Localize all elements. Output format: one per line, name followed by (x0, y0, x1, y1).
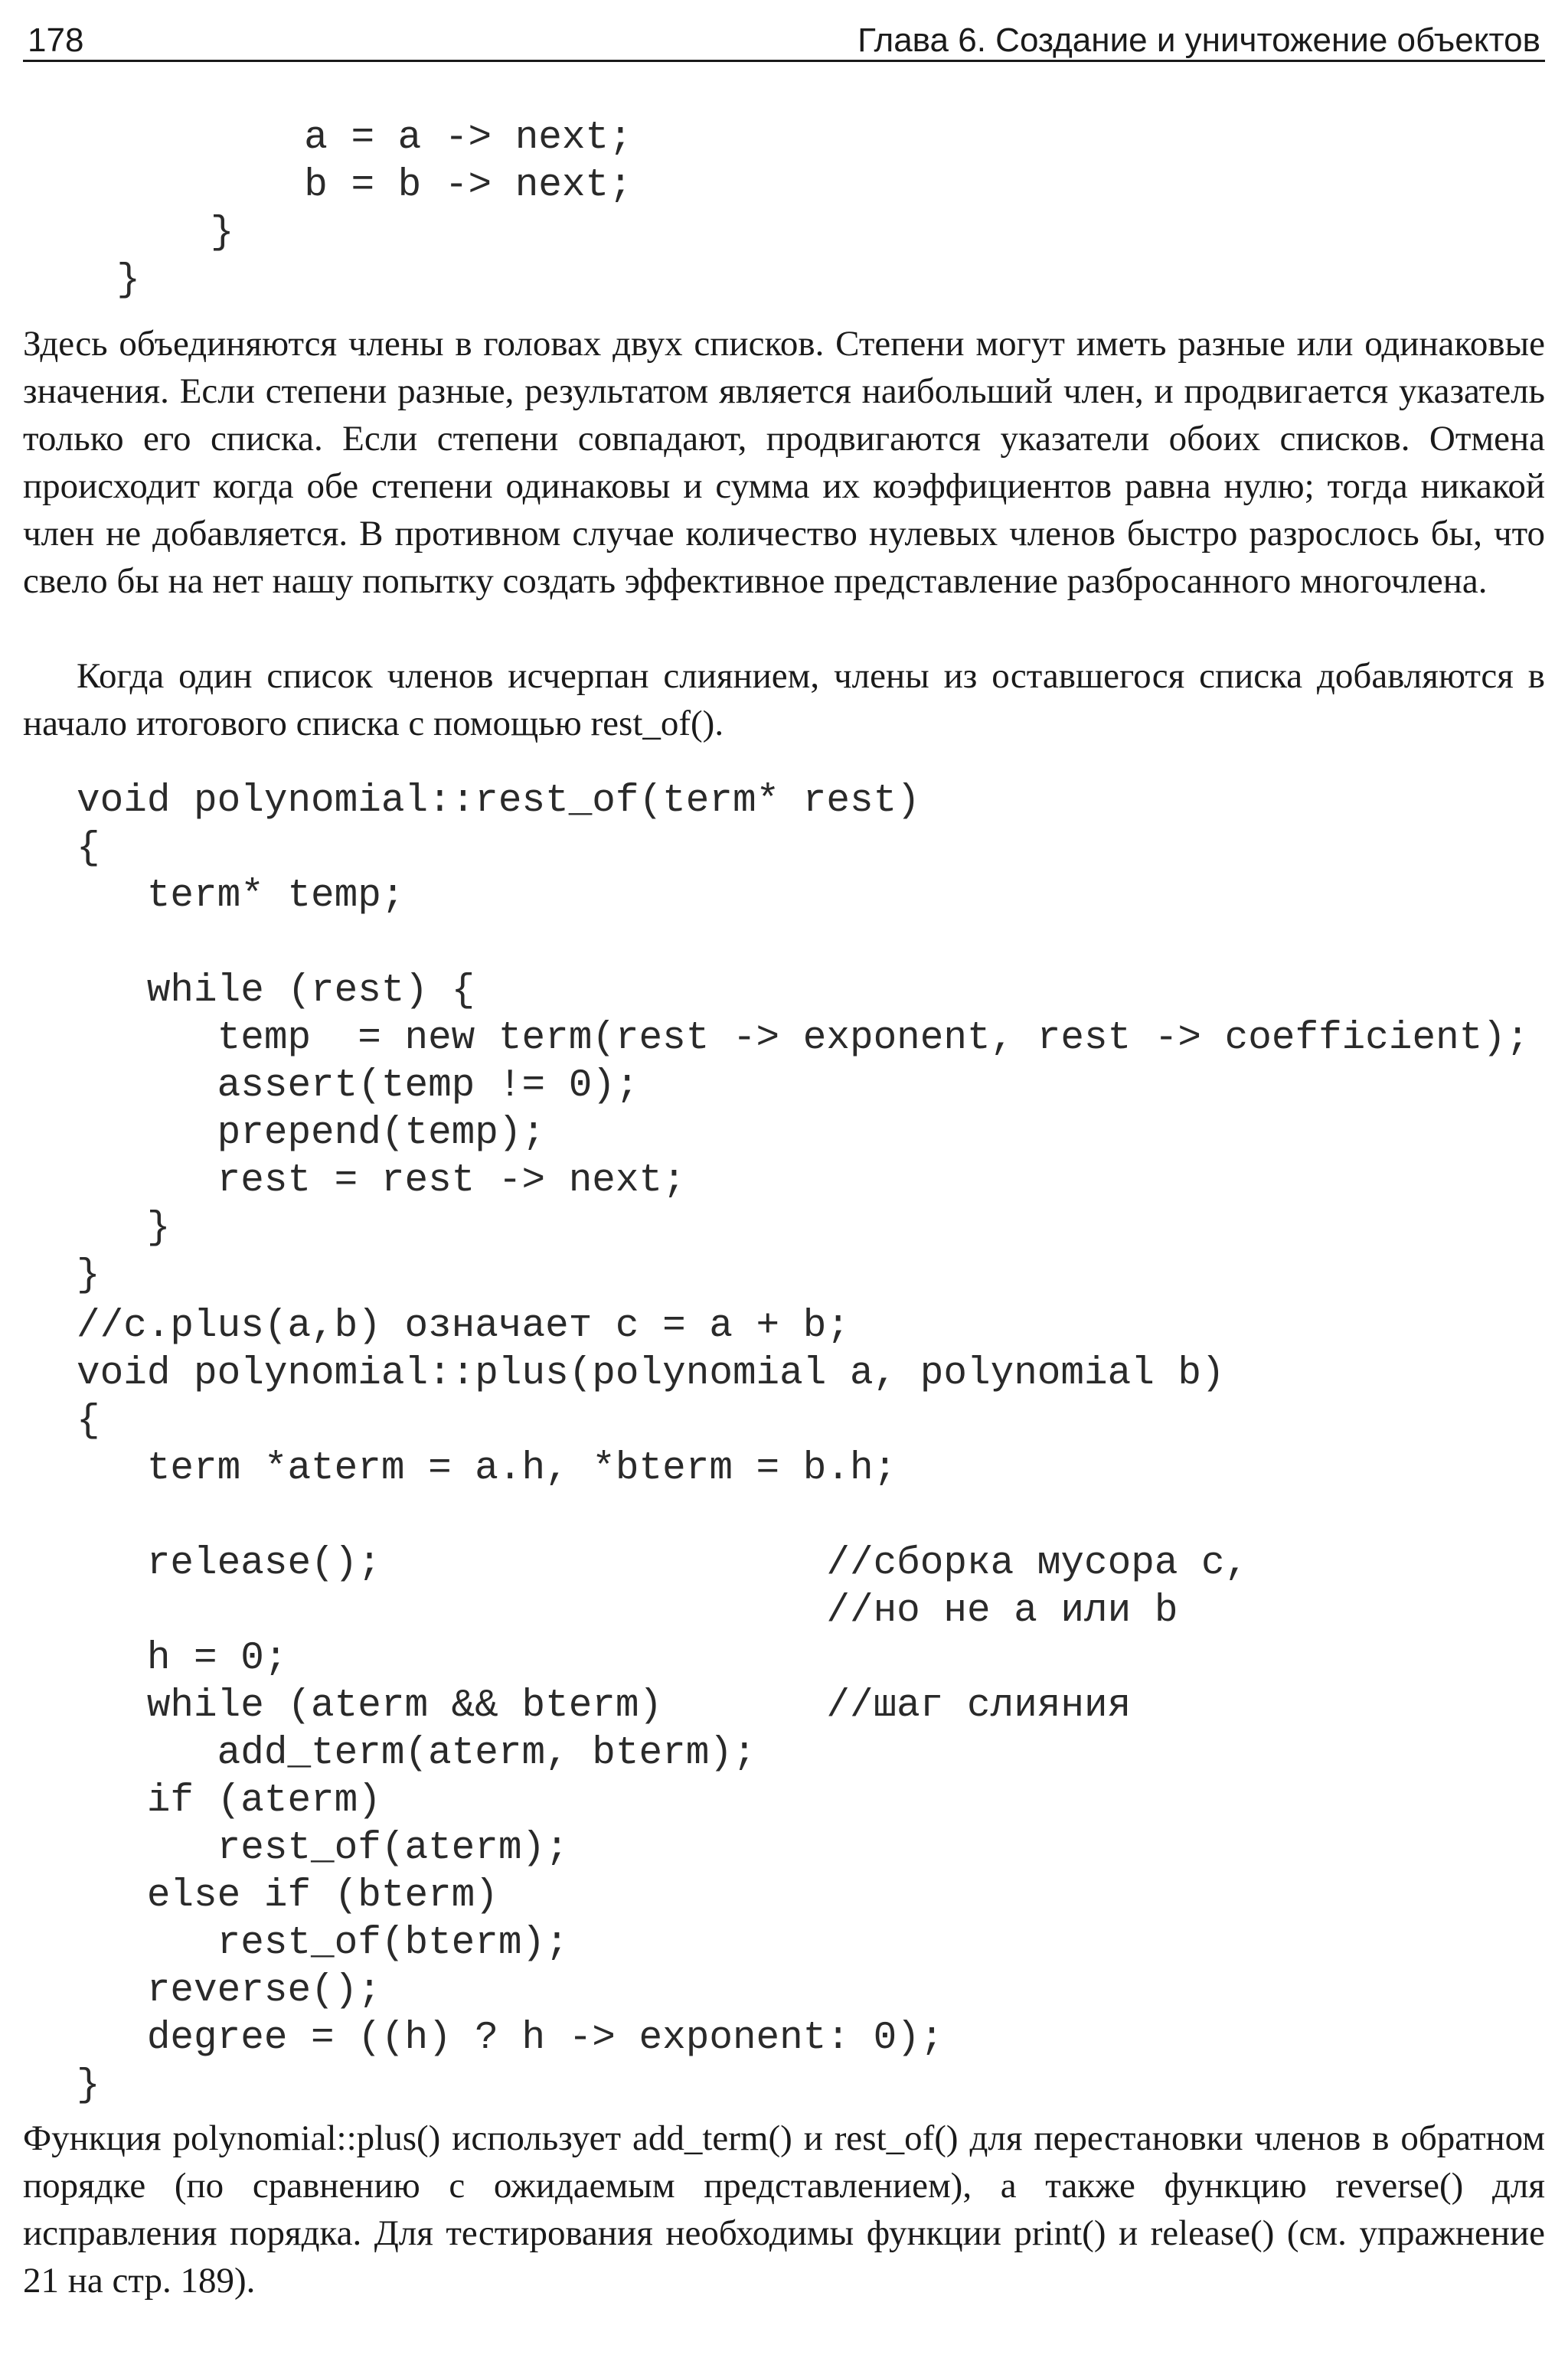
page-number: 178 (28, 21, 84, 59)
paragraph-merge-explanation: Здесь объединяются члены в головах двух списков. Степени могут иметь разные или одинаковые значения. Если степени разные, результатом является наибольший член, и продвигается указатель только его списка. Если степени совпадают, продвигаются указатели обоих списков. Отмена происходит когда обе степени одинаковы и сумма их коэффициентов равна нулю; тогда никакой член не добавляется. В противном случае количество нулевых членов быстро разрослось бы, что свело бы на нет нашу попытку создать эффективное представление разбросанного многочлена. (23, 324, 1545, 601)
chapter-title: Глава 6. Создание и уничтожение объектов (858, 21, 1540, 59)
paragraph-rest-of-intro: Когда один список членов исчерпан слиянием, члены из оставшегося списка добавляются в начало итогового списка с помощью rest_of(). (23, 656, 1545, 743)
running-header (23, 17, 1545, 62)
code-block-loop-end: a = a -> next; b = b -> next; } } (116, 116, 632, 302)
paragraph-plus-description: Функция polynomial::plus() использует add_term() и rest_of() для перестановки членов в обратном порядке (по сравнению с ожидаемым представлением), а также функцию reverse() для исправления порядка. Для тестирования необходимы функции print() и release() (см. упражнение 21 на стр. 189). (23, 2118, 1545, 2301)
code-block-rest-of: void polynomial::rest_of(term* rest) { term* temp; while (rest) { temp = new term(rest -> exponent, rest -> coefficient); assert(temp != 0); prepend(temp); rest = rest -> next; } } (77, 779, 1530, 1298)
code-block-plus: //c.plus(a,b) означает c = a + b; void polynomial::plus(polynomial a, polynomial b) { term *aterm = a.h, *bterm = b.h; release(); //сборка мусора с, //но не а или b h = 0; while (aterm && bterm) //шаг слияния add_term(aterm, bterm); if (aterm) rest_of(aterm); else if (bterm) rest_of(bterm); reverse(); degree = ((h) ? h -> exponent: 0); } (77, 1305, 1249, 2108)
